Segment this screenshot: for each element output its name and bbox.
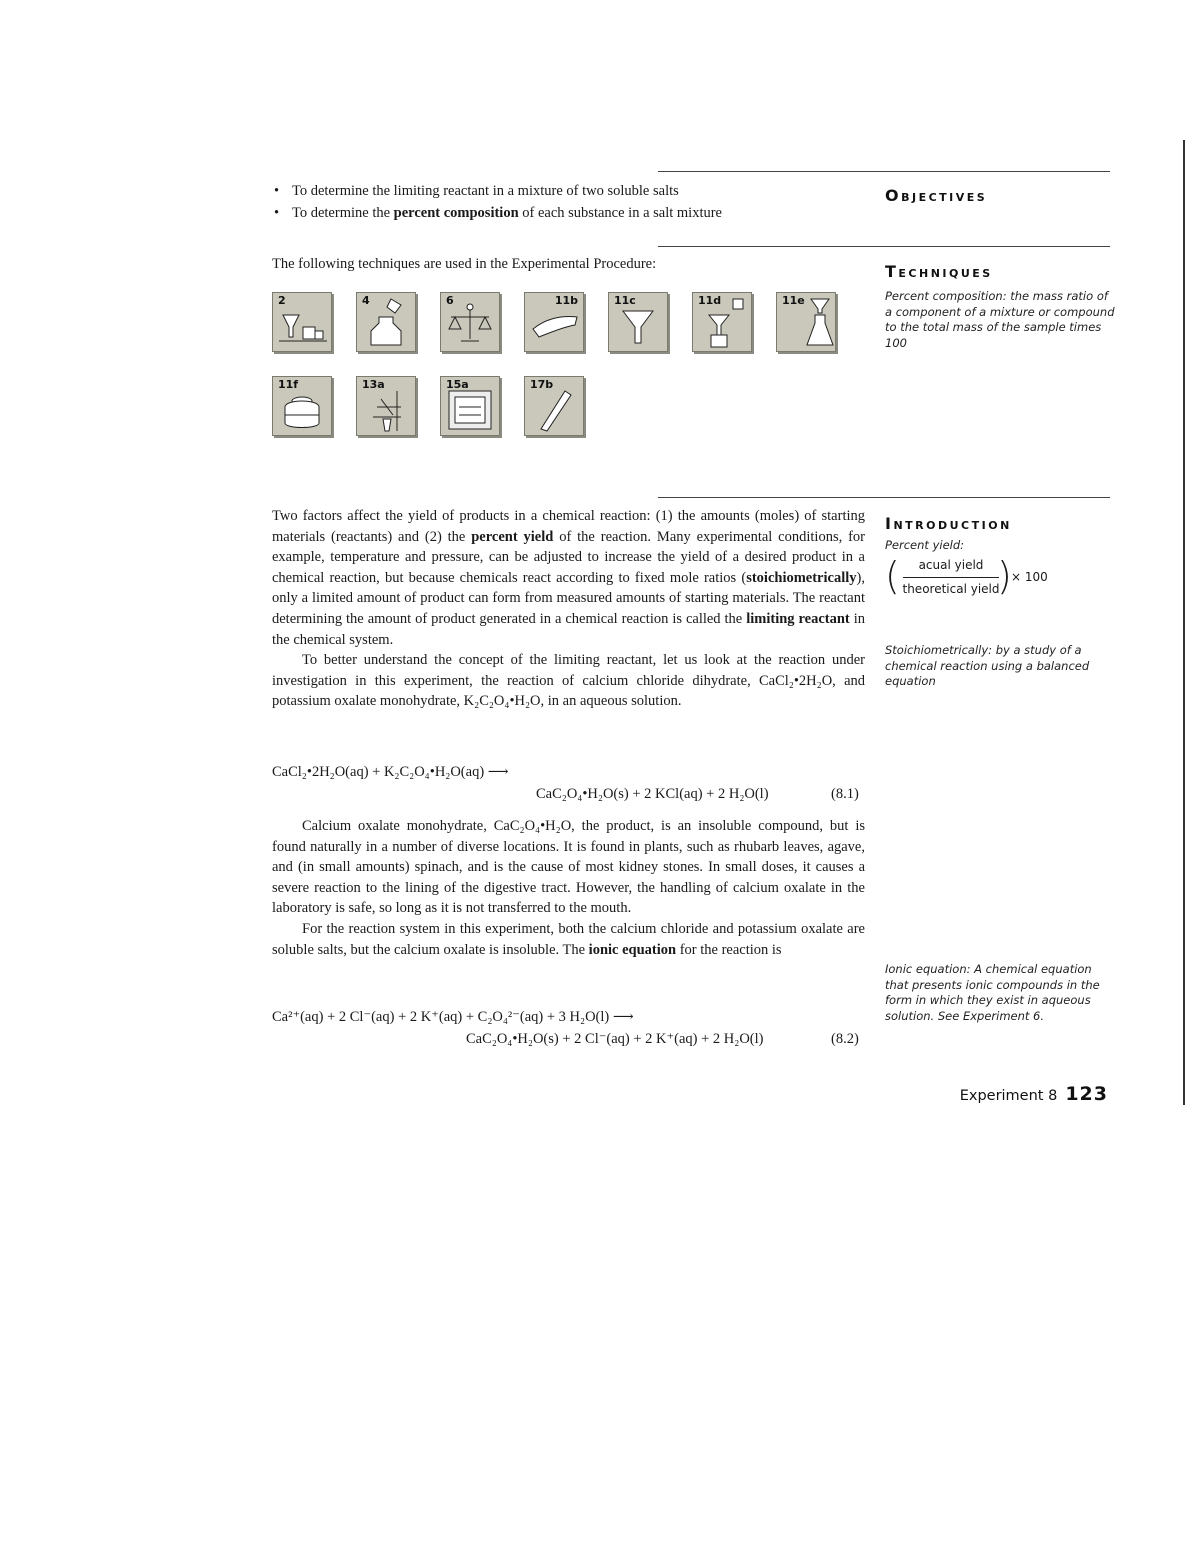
formula-denominator: theoretical yield [902,582,1000,596]
technique-tile-15a [440,376,500,436]
objective-item [272,202,852,224]
introduction-heading: Introduction [885,514,1012,533]
techniques-heading: Techniques [885,262,993,281]
objective-text: of each substance in a salt mixture [518,205,722,221]
technique-tile-17b [524,376,584,436]
page-footer [960,1083,1108,1105]
balance-icon [441,293,499,351]
intro-paragraph-4 [272,919,865,960]
objective-text: To determine the [292,205,394,221]
tile-label: 4 [362,294,370,307]
equation-8-1-line1: CaCl₂•2H₂O(aq) + K₂C₂O₄•H₂O(aq) ⟶ [272,764,509,780]
body-text: ), only a limited amount of product can form from measured amounts of starting materials. The reactant determining the amount of product generated in a chemical reaction is called the [272,569,865,627]
body-text: for the reaction is [676,941,782,958]
experiment-label: Experiment 8 [959,1088,1058,1104]
introduction-rule [658,497,1110,498]
filtration-icon [693,293,751,351]
body-text: Two factors affect the yield of products in a chemical reaction: (1) the amounts (moles) of starting materials (reactants) and (2) the [272,508,865,545]
percent-composition-note: Percent composition: the mass ratio of a component of a mixture or compound to the total mass of the sample times 100 [885,289,1115,350]
left-paren: ( [885,554,900,598]
equation-8-2-line1: Ca²⁺(aq) + 2 Cl⁻(aq) + 2 K⁺(aq) + C₂O₄²⁻(aq) + 3 H₂O(l) ⟶ [272,1009,634,1025]
bold-term: limiting reactant [746,610,850,627]
objective-bold-term: percent composition [393,205,519,221]
glassware-icon [273,293,331,351]
tile-label: 11b [554,294,578,307]
tile-label: 6 [446,294,454,307]
equation-8-2-number: (8.2) [831,1031,859,1047]
page-edge-bar [1183,140,1185,1105]
bold-term: ionic equation [588,941,677,958]
techniques-rule [658,246,1110,247]
tile-label: 2 [278,294,286,307]
right-paren: ) [997,554,1012,598]
technique-tile-4 [356,292,416,352]
objective-text: To determine the limiting reactant in a mixture of two soluble salts [292,183,679,199]
objective-item [272,180,852,202]
suction-flask-icon [777,293,835,351]
technique-tile-2 [272,292,332,352]
technique-tile-11c [608,292,668,352]
funnel-icon [609,293,667,351]
bold-term: percent yield [471,528,554,545]
formula-numerator: acual yield [918,558,984,572]
reagent-bottle-icon [357,293,415,351]
drying-oven-icon [441,377,499,435]
body-text: of the reaction. Many experimental conditions, for example, temperature and pressure, can be adjusted to increase the yield of a desired product in a chemical reaction, but because chemicals react according to fixed mole ratios ( [272,528,865,586]
objectives-heading: Objectives [885,186,988,205]
stoichiometric-note: Stoichiometrically: by a study of a chemical reaction using a balanced equation [885,643,1090,688]
pipet-icon [525,377,583,435]
tile-label: 11f [278,378,299,391]
ring-stand-icon [357,377,415,435]
technique-tile-11d [692,292,752,352]
tile-label: 11c [614,294,636,307]
spatula-icon [525,293,583,351]
body-text: in the chemical system. [272,610,866,648]
tile-label: 17b [530,378,554,391]
intro-paragraph-3 [272,816,865,960]
equation-8-1-number: (8.1) [831,786,859,802]
body-text: For the reaction system in this experiment, both the calcium chloride and potassium oxalate are soluble salts, but the calcium oxalate is insoluble. The [272,920,865,958]
fraction-bar [903,577,999,578]
equation-8-2-line2: CaC₂O₄•H₂O(s) + 2 Cl⁻(aq) + 2 K⁺(aq) + 2 H₂O(l) [466,1031,764,1047]
technique-tile-11f [272,376,332,436]
percent-yield-formula [885,556,1065,602]
bold-term: stoichiometrically [746,569,857,586]
technique-tile-6 [440,292,500,352]
intro-paragraph-2: To better understand the concept of the limiting reactant, let us look at the reaction under investigation in this experiment, the reaction of calcium chloride dihydrate, CaCl₂•2H₂O, and potassium oxalate monohydrate, K₂C₂O₄•H₂O, in an aqueous solution. [272,652,865,710]
techniques-intro: The following techniques are used in the Experimental Procedure: [272,256,657,272]
desiccator-icon [273,377,331,435]
body-text: Calcium oxalate monohydrate, CaC₂O₄•H₂O, the product, is an insoluble compound, but is found naturally in a number of diverse locations. It is found in plants, such as rhubarb leaves, agave, and (in small amounts) spinach, and is the cause of most kidney stones. In small doses, it causes a severe reaction to the lining of the digestive tract. However, the handling of calcium oxalate in the laboratory is safe, so long as it is not transferred to the mouth. [272,818,865,917]
tile-label: 15a [446,378,469,391]
equation-8-1-line2: CaC₂O₄•H₂O(s) + 2 KCl(aq) + 2 H₂O(l) [536,786,769,802]
tile-label: 11e [782,294,805,307]
ionic-equation-note: Ionic equation: A chemical equation that presents ionic compounds in the form in which they exist in aqueous solution. See Experiment 6. [885,962,1100,1023]
percent-yield-label: Percent yield: [885,538,965,552]
tile-label: 11d [698,294,722,307]
objectives-list [272,180,852,224]
technique-tile-11b [524,292,584,352]
objectives-rule [658,171,1110,172]
intro-paragraph-1 [272,506,865,712]
technique-tile-13a [356,376,416,436]
page-number: 123 [1065,1083,1108,1105]
tile-label: 13a [362,378,385,391]
technique-tile-11e [776,292,836,352]
formula-multiplier: × 100 [1011,570,1048,584]
